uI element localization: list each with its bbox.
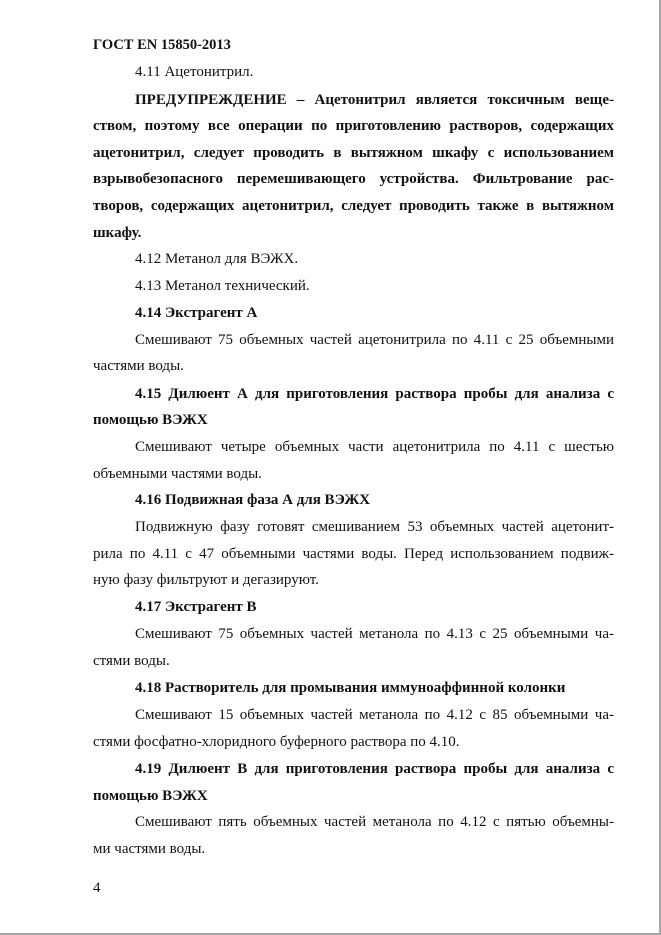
- document-header: ГОСТ EN 15850-2013: [93, 37, 231, 53]
- body-line: Смешивают пять объемных частей метанола по 4.12 с пятью объемны-: [135, 814, 614, 830]
- body-line: 4.16 Подвижная фаза А для ВЭЖХ: [135, 492, 371, 508]
- body-line: объемными частями воды.: [93, 466, 262, 482]
- body-line: ПРЕДУПРЕЖДЕНИЕ – Ацетонитрил является токсичным веще-: [135, 92, 614, 108]
- body-line: ацетонитрил, следует проводить в вытяжном шкафу с использованием: [93, 145, 614, 161]
- body-line: 4.13 Метанол технический.: [135, 278, 310, 294]
- body-line: рила по 4.11 с 47 объемными частями воды. Перед использованием подвиж-: [93, 546, 614, 562]
- body-line: помощью ВЭЖХ: [93, 412, 208, 428]
- body-line: взрывобезопасного перемешивающего устройства. Фильтрование рас-: [93, 171, 614, 187]
- body-line: 4.17 Экстрагент В: [135, 599, 257, 615]
- body-line: Смешивают 75 объемных частей метанола по 4.13 с 25 объемными ча-: [135, 626, 614, 642]
- body-line: 4.11 Ацетонитрил.: [135, 64, 254, 80]
- body-line: Подвижную фазу готовят смешиванием 53 объемных частей ацетонит-: [135, 519, 614, 535]
- body-line: шкафу.: [93, 225, 142, 241]
- body-line: ми частями воды.: [93, 841, 206, 857]
- body-line: 4.19 Дилюент В для приготовления раствора пробы для анализа с: [135, 761, 614, 777]
- body-line: Смешивают 75 объемных частей ацетонитрила по 4.11 с 25 объемными: [135, 332, 614, 348]
- body-line: ную фазу фильтруют и дегазируют.: [93, 572, 319, 588]
- body-line: 4.12 Метанол для ВЭЖХ.: [135, 251, 299, 267]
- body-line: 4.14 Экстрагент А: [135, 305, 258, 321]
- body-line: стями воды.: [93, 653, 170, 669]
- body-line: ством, поэтому все операции по приготовлению растворов, содержащих: [93, 118, 614, 134]
- body-line: 4.15 Дилюент А для приготовления раствора пробы для анализа с: [135, 386, 614, 402]
- body-line: стями фосфатно-хлоридного буферного раствора по 4.10.: [93, 734, 460, 750]
- body-line: помощью ВЭЖХ: [93, 788, 208, 804]
- page-number: 4: [93, 880, 101, 896]
- body-line: Смешивают 15 объемных частей метанола по 4.12 с 85 объемными ча-: [135, 707, 614, 723]
- body-line: творов, содержащих ацетонитрил, следует проводить также в вытяжном: [93, 198, 614, 214]
- body-line: 4.18 Растворитель для промывания иммуноаффинной колонки: [135, 680, 566, 696]
- body-line: Смешивают четыре объемных части ацетонитрила по 4.11 с шестью: [135, 439, 614, 455]
- body-line: частями воды.: [93, 358, 184, 374]
